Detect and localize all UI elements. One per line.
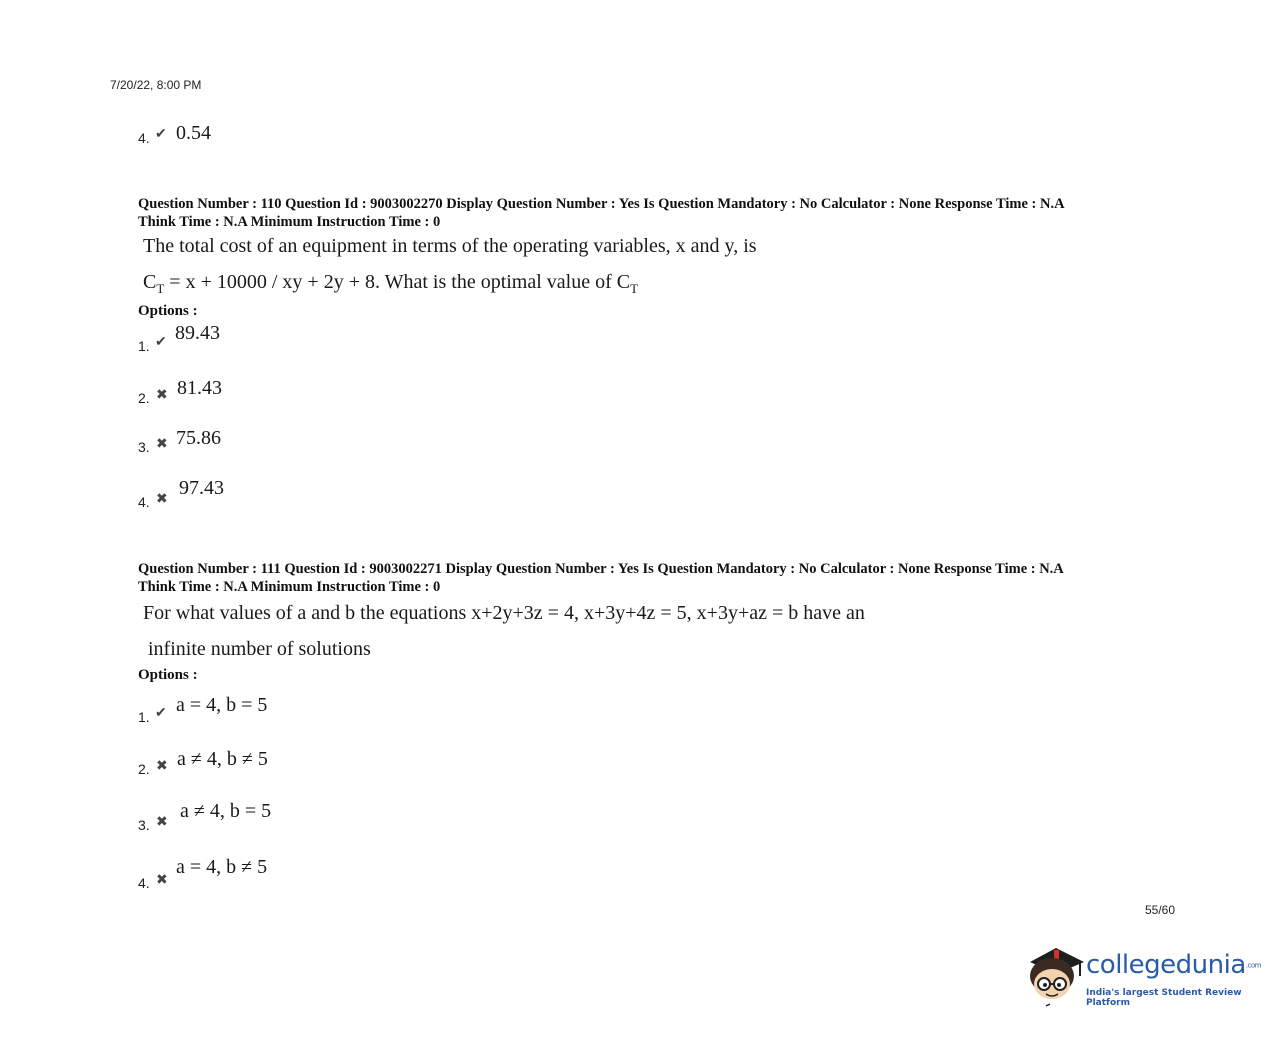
option-number: 4. [138,130,150,146]
equation-text: = x + 10000 / xy + 2y + 8. What is the optimal value of C [164,271,631,293]
option-number: 4. [138,875,150,891]
options-label: Options : [138,667,198,683]
question-text-line2 [143,271,638,297]
wrong-cross-icon: ✖ [156,437,168,452]
cost-symbol: C [143,271,157,293]
wrong-cross-icon: ✖ [156,759,168,774]
option-number: 1. [138,709,150,725]
wrong-cross-icon: ✖ [156,492,168,507]
question-meta-line2: Think Time : N.A Minimum Instruction Time : 0 [138,214,441,230]
correct-check-icon: ✔ [155,127,167,142]
option-value: a = 4, b ≠ 5 [176,856,268,878]
option-number: 3. [138,817,150,833]
brand-tagline: India's largest Student Review Platform [1086,988,1242,1008]
correct-check-icon: ✔ [155,335,167,350]
option-number: 2. [138,390,150,406]
option-value: 0.54 [176,122,211,144]
brand-suffix: .com [1245,961,1261,970]
option-value: 89.43 [175,322,220,344]
question-text-line1: For what values of a and b the equations x+2y+3z = 4, x+3y+4z = 5, x+3y+az = b have an [143,602,865,624]
options-label: Options : [138,303,198,319]
question-text-line1: The total cost of an equipment in terms of the operating variables, x and y, is [143,235,757,257]
option-value: a ≠ 4, b = 5 [180,800,272,822]
option-number: 3. [138,439,150,455]
option-value: 97.43 [179,477,224,499]
option-number: 2. [138,761,150,777]
brand-name [1086,950,1261,980]
mascot-icon [1024,940,1086,1008]
wrong-cross-icon: ✖ [156,873,168,888]
cost-subscript: T [156,281,165,296]
correct-check-icon: ✔ [155,706,167,721]
timestamp: 7/20/22, 8:00 PM [110,78,202,92]
question-meta-line2: Think Time : N.A Minimum Instruction Time : 0 [138,579,441,595]
question-meta-line1: Question Number : 110 Question Id : 9003002270 Display Question Number : Yes Is Question Mandatory : No Calculator : None Response Time : N.A [138,196,1065,212]
option-value: 75.86 [176,427,221,449]
option-value: 81.43 [177,377,222,399]
brand-text: collegedunia [1086,950,1246,980]
option-number: 4. [138,494,150,510]
wrong-cross-icon: ✖ [156,388,168,403]
cost-subscript: T [630,281,639,296]
option-value: a ≠ 4, b ≠ 5 [177,748,268,770]
page-number: 55/60 [1145,903,1176,917]
question-meta-line1: Question Number : 111 Question Id : 9003002271 Display Question Number : Yes Is Question Mandatory : No Calculator : None Response Time : N.A [138,561,1064,577]
question-text-line2: infinite number of solutions [148,638,371,660]
wrong-cross-icon: ✖ [156,815,168,830]
option-number: 1. [138,338,150,354]
option-value: a = 4, b = 5 [176,694,268,716]
